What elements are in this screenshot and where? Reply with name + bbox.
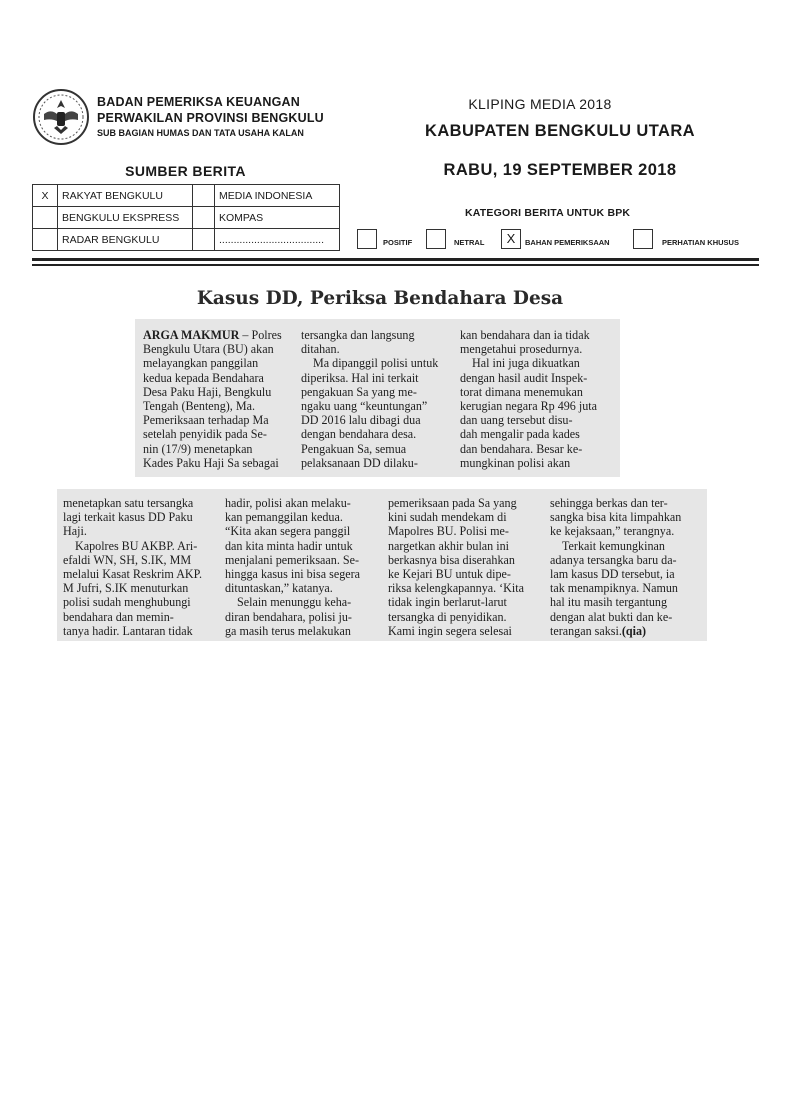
article-line: Pengakuan Sa, semua bbox=[301, 441, 407, 456]
article-column bbox=[550, 496, 702, 638]
article-line: berkasnya bisa diserahkan bbox=[388, 552, 515, 567]
article-column bbox=[143, 328, 291, 470]
article-line: lam kasus DD tersebut, ia bbox=[550, 566, 675, 581]
kategori-checkbox-positif bbox=[357, 229, 377, 249]
article-line: bendahara dan memin- bbox=[63, 609, 174, 624]
table-row bbox=[33, 229, 340, 251]
article-line: Kapolres BU AKBP. Ari- bbox=[75, 538, 198, 553]
article-line: setelah penyidik pada Se- bbox=[143, 427, 267, 442]
article-line: kini sudah mendekam di bbox=[388, 510, 507, 525]
article-line: dah mengalir pada kades bbox=[460, 427, 580, 442]
source-checkbox bbox=[193, 185, 215, 207]
article-clipping-top bbox=[135, 319, 620, 477]
source-name: RAKYAT BENGKULU bbox=[58, 185, 193, 207]
org-name-line2: PERWAKILAN PROVINSI BENGKULU bbox=[97, 110, 324, 125]
article-clipping-bottom bbox=[57, 489, 707, 641]
article-line: dan kita minta hadir untuk bbox=[225, 538, 353, 553]
article-line: tersangka di penyidikan. bbox=[388, 609, 507, 624]
kategori-checkbox-bahan-pemeriksaan: X bbox=[501, 229, 521, 249]
article-line: pelaksanaan DD dilaku- bbox=[301, 455, 418, 470]
article-line: pemeriksaan pada Sa yang bbox=[388, 496, 517, 510]
article-line: Desa Paku Haji, Bengkulu bbox=[143, 384, 272, 399]
article-line: menetapkan satu tersangka bbox=[63, 496, 194, 510]
article-line: dan bendahara. Besar ke- bbox=[460, 441, 583, 456]
article-line: ga masih terus melakukan bbox=[225, 623, 351, 638]
article-line: Tengah (Benteng), Ma. bbox=[143, 398, 255, 413]
article-line: kan bendahara dan ia tidak bbox=[460, 328, 590, 342]
source-checkbox: X bbox=[33, 185, 58, 207]
kategori-checkboxes bbox=[357, 229, 757, 251]
divider bbox=[32, 258, 759, 261]
article-line: ngaku uang “keuntungan” bbox=[301, 398, 428, 413]
sumber-berita-table bbox=[32, 184, 340, 251]
article-line: hingga kasus ini bisa segera bbox=[225, 566, 361, 581]
article-line: Terkait kemungkinan bbox=[562, 538, 665, 553]
source-checkbox bbox=[193, 229, 215, 251]
source-name: RADAR BENGKULU bbox=[58, 229, 193, 251]
kategori-label-netral: NETRAL bbox=[454, 238, 485, 247]
article-line: Bengkulu Utara (BU) akan bbox=[143, 342, 274, 357]
article-line: riksa kelengkapannya. ‘Kita bbox=[388, 581, 525, 596]
source-checkbox bbox=[33, 207, 58, 229]
article-line: torat dimana menemukan bbox=[460, 384, 583, 399]
date-title: RABU, 19 SEPTEMBER 2018 bbox=[443, 161, 677, 179]
article-line: kedua kepada Bendahara bbox=[143, 370, 264, 385]
article-line: menjalani pemeriksaan. Se- bbox=[225, 552, 359, 567]
table-row bbox=[33, 207, 340, 229]
article-line: DD 2016 lalu dibagi dua bbox=[301, 413, 421, 428]
article-line: Ma dipanggil polisi untuk bbox=[313, 356, 439, 371]
article-line: dituntaskan,” katanya. bbox=[225, 581, 333, 596]
organization-block bbox=[97, 95, 324, 140]
article-line: efaldi WN, SH, S.IK, MM bbox=[63, 552, 192, 567]
article-line: nargetkan akhir bulan ini bbox=[388, 538, 510, 553]
article-line: mungkinan polisi akan bbox=[460, 455, 571, 470]
article-column bbox=[460, 328, 608, 470]
org-name-line3: SUB BAGIAN HUMAS DAN TATA USAHA KALAN bbox=[97, 128, 304, 139]
article-column bbox=[388, 496, 540, 638]
article-line: tanya hadir. Lantaran tidak bbox=[63, 623, 193, 638]
article-line: dan uang tersebut disu- bbox=[460, 413, 573, 428]
article-line: dengan alat bukti dan ke- bbox=[550, 609, 673, 624]
kategori-label-perhatian-khusus: PERHATIAN KHUSUS bbox=[662, 238, 739, 247]
article-line: terangan saksi. bbox=[550, 623, 622, 638]
article-line: ke Kejari BU untuk dipe- bbox=[388, 566, 511, 581]
article-line: diperiksa. Hal ini terkait bbox=[301, 370, 419, 385]
article-line: pengakuan Sa yang me- bbox=[301, 384, 417, 399]
kategori-label-bahan-pemeriksaan: BAHAN PEMERIKSAAN bbox=[525, 238, 610, 247]
kliping-title: KLIPING MEDIA 2018 bbox=[468, 96, 612, 112]
article-line: Selain menunggu keha- bbox=[237, 595, 352, 610]
source-name: BENGKULU EKSPRESS bbox=[58, 207, 193, 229]
article-line: hal itu masih tergantung bbox=[550, 595, 667, 610]
article-line: tak menampiknya. Namun bbox=[550, 581, 678, 596]
article-line: lagi terkait kasus DD Paku bbox=[63, 510, 193, 525]
article-line: kerugian negara Rp 496 juta bbox=[460, 398, 598, 413]
article-line: mengetahui prosedurnya. bbox=[460, 342, 583, 357]
article-line: hadir, polisi akan melaku- bbox=[225, 496, 351, 510]
article-line: ke kejaksaan,” terangnya. bbox=[550, 524, 675, 539]
article-column bbox=[301, 328, 449, 470]
article-line: dengan bendahara desa. bbox=[301, 427, 417, 442]
article-line: nin (17/9) menetapkan bbox=[143, 441, 253, 456]
kabupaten-title: KABUPATEN BENGKULU UTARA bbox=[425, 122, 695, 140]
article-line: Kami ingin segera selesai bbox=[388, 623, 512, 638]
sumber-berita-title: SUMBER BERITA bbox=[125, 163, 246, 179]
article-line: kan pemanggilan kedua. bbox=[225, 510, 343, 525]
org-name-line1: BADAN PEMERIKSA KEUANGAN bbox=[97, 95, 300, 109]
article-line: Kades Paku Haji Sa sebagai bbox=[143, 455, 279, 470]
article-line: dengan hasil audit Inspek- bbox=[460, 370, 588, 385]
source-checkbox bbox=[193, 207, 215, 229]
divider bbox=[32, 264, 759, 266]
source-name: MEDIA INDONESIA bbox=[215, 185, 340, 207]
article-line: ditahan. bbox=[301, 342, 340, 357]
article-line: tersangka dan langsung bbox=[301, 328, 415, 342]
garuda-emblem-icon bbox=[32, 88, 90, 146]
source-name: .................................... bbox=[215, 229, 340, 251]
article-byline: (qia) bbox=[621, 623, 647, 638]
kategori-checkbox-netral bbox=[426, 229, 446, 249]
article-column bbox=[225, 496, 377, 638]
article-line: melalui Kasat Reskrim AKP. bbox=[63, 566, 203, 581]
article-line: M Jufri, S.IK menuturkan bbox=[63, 581, 189, 596]
article-column bbox=[63, 496, 215, 638]
kategori-title: KATEGORI BERITA UNTUK BPK bbox=[465, 207, 631, 219]
kategori-label-positif: POSITIF bbox=[383, 238, 413, 247]
source-checkbox bbox=[33, 229, 58, 251]
article-line: Haji. bbox=[63, 524, 87, 539]
table-row bbox=[33, 185, 340, 207]
article-line: sangka bisa kita limpahkan bbox=[550, 510, 682, 525]
article-dateline: ARGA MAKMUR bbox=[143, 328, 240, 342]
source-name: KOMPAS bbox=[215, 207, 340, 229]
article-line: Hal ini juga dikuatkan bbox=[472, 356, 580, 371]
article-line: Pemeriksaan terhadap Ma bbox=[143, 413, 269, 428]
article-line: – Polres bbox=[239, 328, 282, 342]
article-line: “Kita akan segera panggil bbox=[225, 524, 351, 539]
article-line: tidak ingin berlarut-larut bbox=[388, 595, 507, 610]
article-line: melayangkan panggilan bbox=[143, 356, 259, 371]
article-line: adanya tersangka baru da- bbox=[550, 552, 677, 567]
article-line: diran bendahara, polisi ju- bbox=[225, 609, 352, 624]
article-line: polisi sudah menghubungi bbox=[63, 595, 191, 610]
article-headline: Kasus DD, Periksa Bendahara Desa bbox=[196, 288, 564, 309]
article-line: sehingga berkas dan ter- bbox=[550, 496, 668, 510]
kategori-checkbox-perhatian-khusus bbox=[633, 229, 653, 249]
article-line: Mapolres BU. Polisi me- bbox=[388, 524, 509, 539]
